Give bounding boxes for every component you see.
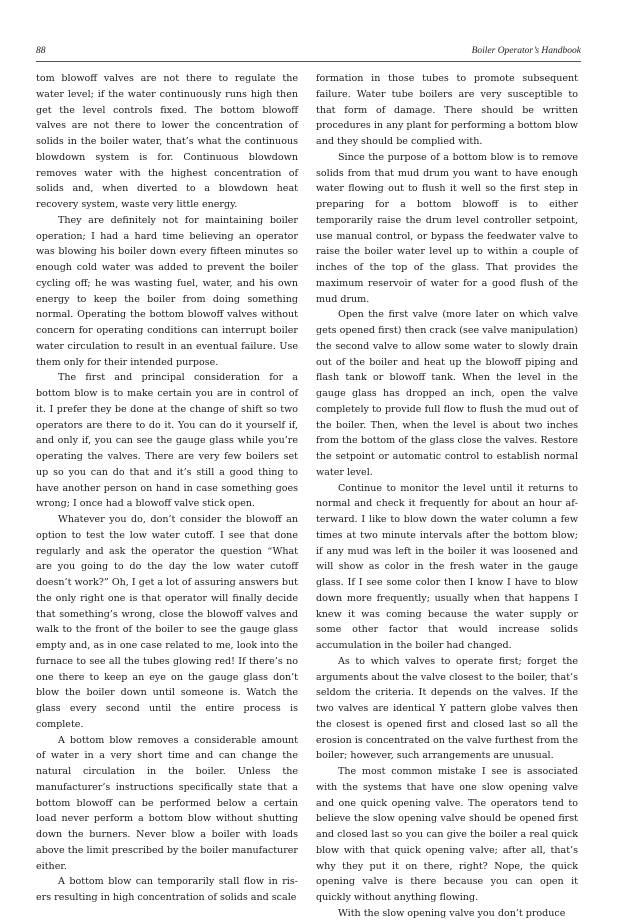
book-title: Boiler Operator’s Handbook [471, 46, 581, 56]
paragraph: They are definitely not for maintaining boiler operation; I had a hard time believing an operator was blowing his boiler down every fifteen minutes so enough cold water was added to prevent the boiler cycling off; he was wasting fuel, water, and his own energy to keep the boiler from doing something normal. Operating the bottom blowoff valves without concern for operating conditions can interrupt boiler water circulation to result in an eventual failure. Use them only for their intended purpose. [36, 214, 298, 368]
paragraph: formation in those tubes to promote subsequent failure. Water tube boilers are very susceptible to that form of damage. There should be written procedures in any plant for performing a bottom blow and they should be complied with. [316, 73, 578, 147]
paragraph: Since the purpose of a bottom blow is to remove solids from that mud drum you want to have enough water flowing out to flush it well so the first step in preparing for a bottom blowoff is to either temporarily raise the drum level controller setpoint, use manual control, or bypass the feedwater valve to raise the boiler water level up to within a couple of inches of the top of the glass. That provides the maximum reservoir of water for a good flush of the mud drum. [316, 151, 578, 305]
left-column [36, 71, 298, 906]
paragraph: Whatever you do, don’t consider the blowoff an option to test the low water cutoff. I see that done regularly and ask the operator the question “What are you going to do the day the low water cutoff doesn’t work?” Oh, I get a lot of assuring answers but the only right one is that operator will finally decide that something’s wrong, close the blowoff valves and walk to the front of the boiler to see the gauge glass empty and, as in one case related to me, look into the furnace to see all the tubes glowing red! If there’s no one there to keep an eye on the gauge glass don’t blow the boiler down until someone is. Watch the glass every second until the entire process is complete. [36, 514, 298, 730]
header-rule [36, 61, 581, 62]
paragraph: The most common mistake I see is associated with the systems that have one slow opening valve and one quick opening valve. The operators tend to believe the slow opening valve should be opened first and closed last so you can give the boiler a real quick blow with that quick opening valve; after all, that’s why they put it on there, right? Nope, the quick opening valve is there because you can open it quickly without anything flowing. [316, 766, 578, 903]
paragraph: The first and principal consideration for a bottom blow is to make certain you are in control of it. I prefer they be done at the change of shift so two operators are there to do it. You can do it yourself if, and only if, you can see the gauge glass while you’re operating the valves. There are very few boilers set up so you can do that and it’s still a good thing to have another person on hand in case something goes wrong; I once had a blowoff valve stick open. [36, 372, 298, 510]
paragraph: tom blowoff valves are not there to regulate the water level; if the water continuously runs high then get the level controls fixed. The bottom blowoff valves are not there to lower the concentration of solids in the boiler water, that’s what the continuous blowdown system is for. Continuous blowdown removes water with the highest concentration of solids and, when diverted to a blowdown heat recovery system, waste very little energy. [36, 73, 298, 210]
paragraph: Open the first valve (more later on which valve gets opened first) then crack (see valve manipulation) the second valve to allow some water to slowly drain out of the boiler and heat up the blowoff piping and flash tank or blowoff tank. When the level in the gauge glass has dropped an inch, open the valve completely to provide full flow to flush the mud out of the boiler. Then, when the level is about two inches from the bottom of the glass close the valves. Restore the setpoint or automatic control to establish normal water level. [316, 309, 578, 478]
running-header [36, 46, 581, 60]
paragraph: A bottom blow removes a considerable amount of water in a very short time and can change the natural circulation in the boiler. Unless the manufacturer’s instructions specifically state that a bottom blowoff can be performed below a certain load never perform a bottom blow without shutting down the burners. Never blow a boiler with loads above the limit prescribed by the boiler manufacturer either. [36, 734, 298, 872]
paragraph: As to which valves to operate first; forget the arguments about the valve closest to the boiler, that’s seldom the criteria. It depends on the valves. If the two valves are identical Y pattern globe valves then the closest is opened first and closed last so all the erosion is concentrated on the valve furthest from the boiler; however, such arrangements are unusual. [316, 655, 578, 762]
right-column [316, 71, 578, 922]
paragraph: A bottom blow can temporarily stall flow in risers resulting in high concentration of solids and scale [36, 876, 298, 903]
page-number: 88 [36, 46, 46, 56]
paragraph: With the slow opening valve you don’t produce [338, 907, 566, 919]
paragraph: Continue to monitor the level until it returns to normal and check it frequently for about an hour afterward. I like to blow down the water column a few times at two minute intervals after the bottom blow; if any mud was left in the boiler it was loosened and will show as color in the fresh water in the gauge glass. If I see some color then I know I have to blow down more frequently; usually when that happens I knew it was coming because the water supply or some other factor that would increase solids accumulation in the boiler had changed. [316, 482, 578, 651]
